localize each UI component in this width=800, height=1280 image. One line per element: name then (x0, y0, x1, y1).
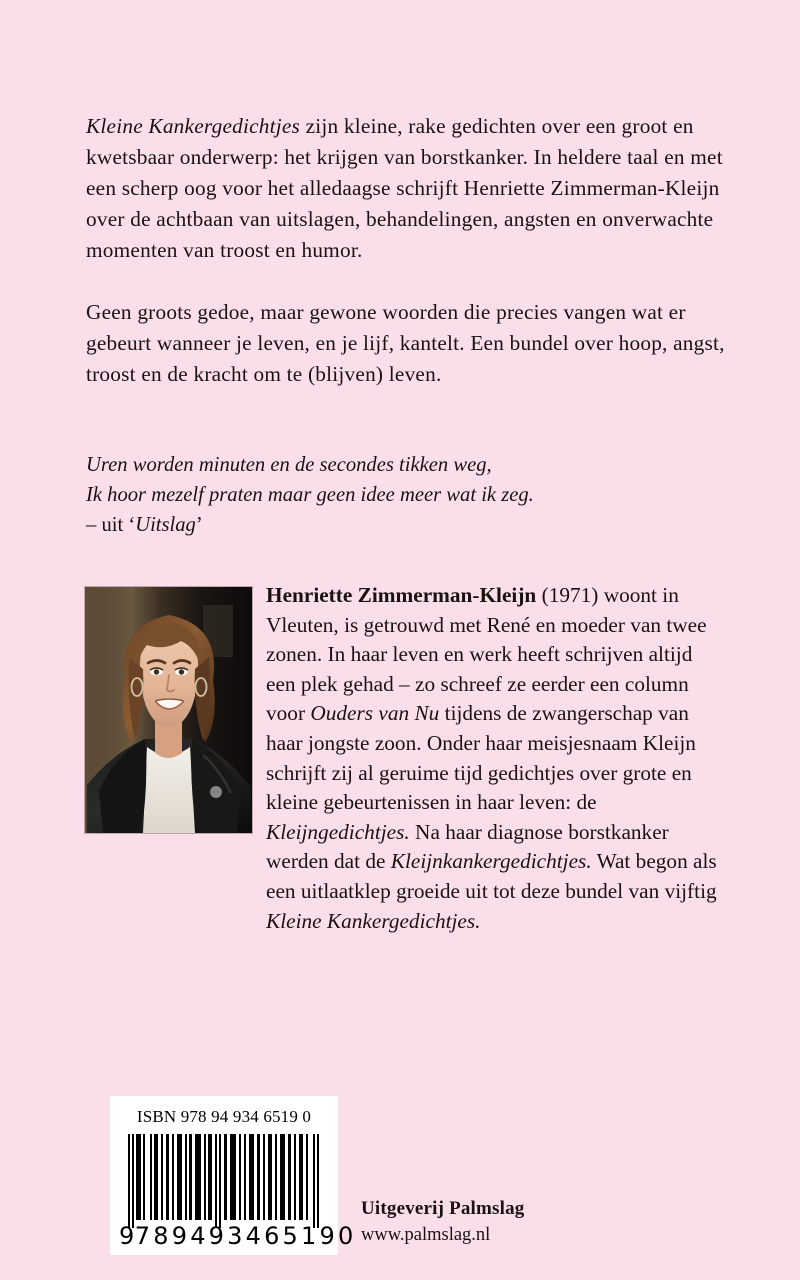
blurb-paragraph-1-rest: zijn kleine, rake gedichten over een groot en kwetsbaar onderwerp: het krijgen van borstkanker. In heldere taal en met een scherp oog voor het alledaagse schrijft Henriette Zimmerman-Kleijn over de achtbaan van uitslagen, behandelingen, angsten en onverwachte momenten van troost en humor. (86, 114, 723, 263)
isbn-barcode-block (110, 1096, 357, 1255)
magazine-title: Ouders van Nu (310, 701, 440, 726)
isbn-number-label: ISBN 978 94 934 6519 0 (136, 1107, 312, 1126)
publisher-url[interactable]: www.palmslag.nl (361, 1225, 491, 1245)
author-bio-part-2: tijdens de zwangerschap van haar jongste zoon. Onder haar meisjesnaam Kleijn schrijft zij al geruime tijd gedichtjes over grote en kleine gebeurtenissen in haar leven: de (266, 701, 696, 815)
author-name: Henriette Zimmerman-Kleijn (266, 583, 537, 607)
barcode-digit-group-left: 789493 (134, 1222, 246, 1250)
blurb-paragraph-2: Geen groots gedoe, maar gewone woorden die precies vangen wat er gebeurt wanneer je leven, en je lijf, kantelt. Een bundel over hoop, angst, troost en de kracht om te (blijven) leven. (86, 300, 725, 387)
author-portrait-photo (85, 587, 252, 833)
poem-line-2: Ik hoor mezelf praten maar geen idee meer wat ik zeg. (86, 484, 534, 506)
author-bio (266, 581, 718, 936)
blurb-paragraph-1 (86, 111, 726, 266)
poem-source-prefix: – uit ‘ (86, 514, 136, 536)
poem-source-suffix: ’ (195, 514, 203, 536)
barcode-digit-group-right: 465190 (245, 1222, 357, 1250)
publisher-block (361, 1196, 661, 1248)
poem-source-title: Uitslag (135, 514, 196, 536)
blurb-section (86, 90, 726, 412)
author-bio-part-3: Na haar diagnose borstkanker werden dat de (266, 819, 669, 874)
book-title-bio: Kleine Kankergedichtjes. (266, 908, 481, 933)
poem-line-1: Uren worden minuten en de secondes tikken weg, (86, 454, 492, 476)
publisher-name: Uitgeverij Palmslag (361, 1198, 525, 1219)
barcode-bars (127, 1134, 323, 1228)
poem-excerpt (86, 450, 726, 540)
poem-source (86, 510, 726, 540)
author-bio-part-4: Wat begon als een uitlaatklep groeide uit tot deze bundel van vijftig (266, 849, 717, 903)
barcode-digit-row (119, 1222, 357, 1250)
barcode-digit-prefix: 9 (119, 1222, 135, 1250)
series-title-kleijnkankergedichtjes: Kleijnkankergedichtjes. (390, 849, 592, 874)
book-title-inline: Kleine Kankergedichtjes (86, 114, 301, 139)
author-bio-part-1: (1971) woont in Vleuten, is getrouwd met René en moeder van twee zonen. In haar leven en werk heeft schrijven altijd een plek gehad – zo schreef ze eerder een column voor (266, 583, 707, 726)
series-title-kleijngedichtjes: Kleijngedichtjes. (266, 819, 410, 844)
